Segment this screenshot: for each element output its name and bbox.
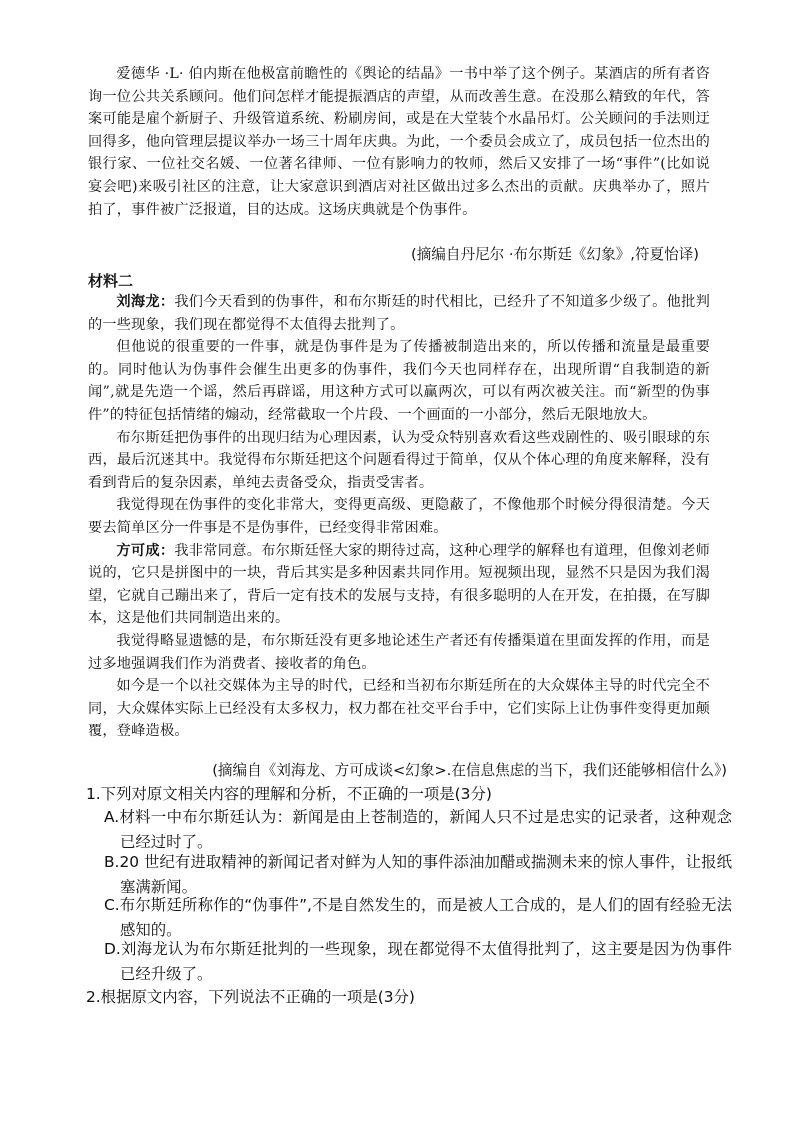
- question-1-stem: 1.下列对原文相关内容的理解和分析，不正确的一项是(3分): [86, 785, 492, 803]
- dialogue-paragraph: [88, 675, 710, 743]
- paragraph-text: 如今是一个以社交媒体为主导的时代，已经和当初布尔斯廷所在的大众媒体主导的时代完全不同，大众媒体实际上已经没有太多权力，权力都在社交平台手中，它们实际上让伪事件变得更加颠覆，登峰造极。: [88, 678, 710, 740]
- question-1-option-b: B.20 世纪有进取精神的新闻记者对鲜为人知的事件添油加醋或揣测未来的惊人事件，让报纸塞满新闻。: [104, 853, 732, 896]
- speaker-name: 刘海龙：: [116, 294, 175, 310]
- question-1-option-a: A.材料一中布尔斯廷认为：新闻是由上苍制造的，新闻人只不过是忠实的记录者，这种观念已经过时了。: [104, 808, 732, 851]
- material-one-paragraph: 爱德华 ·L· 伯内斯在他极富前瞻性的《舆论的结晶》一书中举了这个例子。某酒店的所有者咨询一位公共关系顾问。他们问怎样才能提振酒店的声望，从而改善生意。在没那么精致的年代，答案可能是雇个新厨子、升级管道系统、粉刷房间，或是在大堂装个水晶吊灯。公关顾问的手法则迂回得多，他向管理层提议举办一场三十周年庆典。为此，一个委员会成立了，成员包括一位杰出的银行家、一位社交名媛、一位著名律师、一位有影响力的牧师，然后又安排了一场“事件”(比如说宴会吧)来吸引社区的注意，让大家意识到酒店对社区做出过多么杰出的贡献。庆典举办了，照片拍了，事件被广泛报道，目的达成。这场庆典就是个伪事件。: [88, 66, 710, 218]
- question-1-option-d: D.刘海龙认为布尔斯廷批判的一些现象，现在都觉得不太值得批判了，这主要是因为伪事件已经升级了。: [104, 940, 732, 983]
- paragraph-text: 我们今天看到的伪事件，和布尔斯廷的时代相比，已经升了不知道多少级了。他批判的一些现象，我们现在都觉得不太值得去批判了。: [88, 294, 710, 333]
- question-2-stem: 2.根据原文内容，下列说法不正确的一项是(3分): [86, 988, 415, 1006]
- dialogue-paragraph: [88, 494, 710, 539]
- dialogue-paragraph: [88, 540, 710, 630]
- paragraph-text: 我非常同意。布尔斯廷怪大家的期待过高，这种心理学的解释也有道理，但像刘老师说的，它只是拼图中的一块，背后其实是多种因素共同作用。短视频出现，显然不只是因为我们渴望，它就自己蹦出来了，背后一定有技术的发展与支持，有很多聪明的人在开发，在拍摄，在写脚本，这是他们共同制造出来的。: [88, 542, 710, 627]
- dialogue-paragraph: [88, 427, 710, 495]
- paragraph-text: 我觉得现在伪事件的变化非常大，变得更高级、更隐蔽了，不像他那个时候分得很清楚。今天要去简单区分一件事是不是伪事件，已经变得非常困难。: [88, 497, 710, 536]
- dialogue-paragraph: [88, 336, 710, 426]
- material-two-source: (摘编自《刘海龙、方可成谈<幻象>.在信息焦虑的当下，我们还能够相信什么》): [212, 762, 727, 779]
- speaker-name: 方可成：: [116, 542, 175, 559]
- paragraph-text: 布尔斯廷把伪事件的出现归结为心理因素，认为受众特别喜欢看这些戏剧性的、吸引眼球的东西，最后沉迷其中。我觉得布尔斯廷把这个问题看得过于简单，仅从个体心理的角度来解释，没有看到背后的复杂因素，单纯去责备受众，指责受害者。: [88, 429, 710, 491]
- material-one-body: [88, 63, 710, 221]
- question-1-option-c: C.布尔斯廷所称作的“伪事件”,不是自然发生的，而是被人工合成的，是人们的固有经验无法感知的。: [104, 896, 732, 939]
- material-two-body: [88, 291, 710, 743]
- paragraph-text: 但他说的很重要的一件事，就是伪事件是为了传播被制造出来的，所以传播和流量是最重要的。同时他认为伪事件会催生出更多的伪事件，我们今天也同样存在，出现所谓“自我制造的新闻”,就是先造一个谣，然后再辟谣，用这种方式可以赢两次，可以有两次被关注。而“新型的伪事件”的特征包括情绪的煽动，经常截取一个片段、一个画面的一小部分，然后无限地放大。: [88, 339, 710, 423]
- material-two-title: 材料二: [88, 272, 134, 290]
- material-one-source: (摘编自丹尼尔 ·布尔斯廷《幻象》,符夏怡译): [411, 246, 699, 263]
- paragraph-text: 我觉得略显遗憾的是，布尔斯廷没有更多地论述生产者还有传播渠道在里面发挥的作用，而是过多地强调我们作为消费者、接收者的角色。: [88, 632, 710, 672]
- dialogue-paragraph: [88, 291, 710, 336]
- dialogue-paragraph: [88, 630, 710, 675]
